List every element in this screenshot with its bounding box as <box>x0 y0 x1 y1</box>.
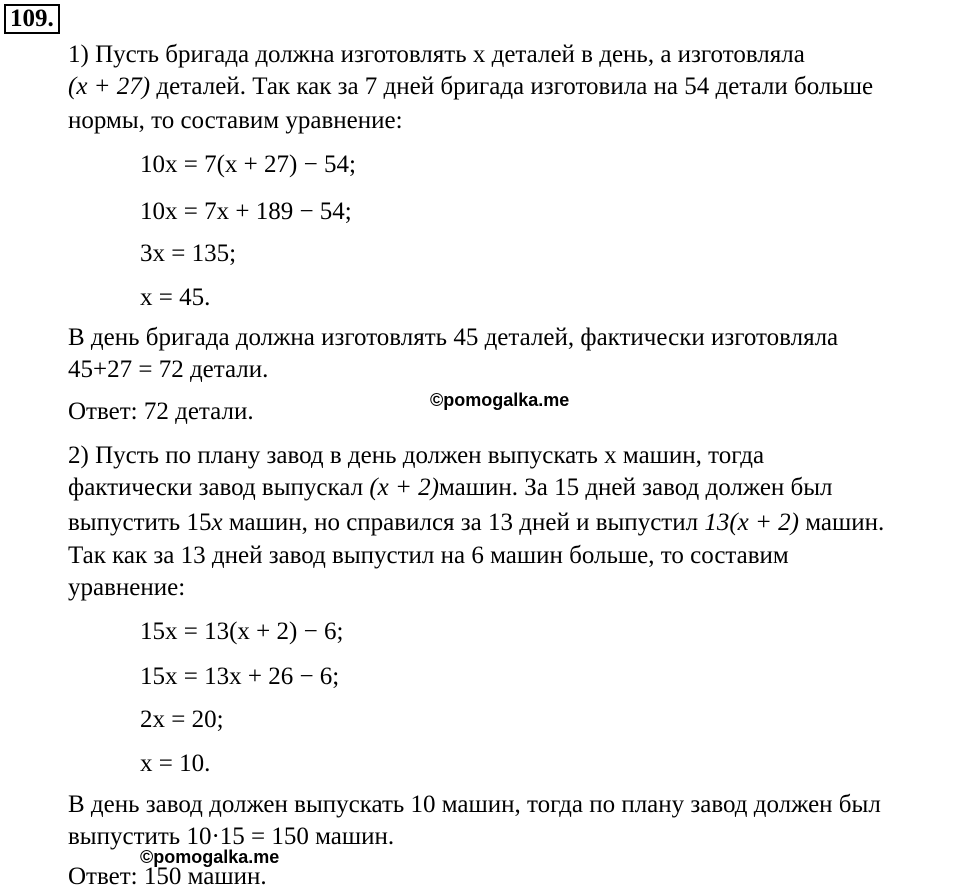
part1-equation: 10x = 7x + 189 − 54; <box>140 198 352 225</box>
part2-line5: уравнение: <box>68 574 186 601</box>
part1-line2-text: деталей. Так как за 7 дней бригада изготовила на 54 детали больше <box>150 73 874 100</box>
part2-line4: Так как за 13 дней завод выпустил на 6 машин больше, то составим <box>68 542 789 569</box>
part2-var: x <box>211 509 223 536</box>
part1-line1: 1) Пусть бригада должна изготовлять х деталей в день, а изготовляла <box>68 41 805 68</box>
part2-line2-text: фактически завод выпускал <box>68 474 370 501</box>
part2-line2 <box>68 473 833 503</box>
part1-line2 <box>68 72 873 102</box>
part1-expr: (x + 27) <box>68 73 151 100</box>
watermark: ©pomogalka.me <box>430 390 570 410</box>
part2-line3-text-mid: машин, но справился за 13 дней и выпустил <box>222 509 705 536</box>
part1-line3: нормы, то составим уравнение: <box>68 107 403 134</box>
part2-expr: (x + 2) <box>369 474 439 501</box>
part2-line3-text-end: машин. <box>798 509 885 536</box>
part2-line1: 2) Пусть по плану завод в день должен выпускать x машин, тогда <box>68 442 765 469</box>
part2-equation: 15x = 13(x + 2) − 6; <box>140 618 344 645</box>
part2-line2-text-end: машин. За 15 дней завод должен был <box>438 474 833 501</box>
part2-result1: В день завод должен выпускать 10 машин, тогда по плану завод должен был <box>68 791 881 818</box>
watermark: ©pomogalka.me <box>140 847 280 867</box>
part1-equation: x = 45. <box>140 284 211 311</box>
part2-equation: 15x = 13x + 26 − 6; <box>140 663 340 690</box>
part1-result2: 45+27 = 72 детали. <box>68 356 269 383</box>
part2-result2: выпустить 10·15 = 150 машин. <box>68 823 395 850</box>
part2-equation: x = 10. <box>140 750 211 777</box>
part2-line3 <box>68 508 884 538</box>
part1-answer: Ответ: 72 детали. <box>68 398 254 425</box>
part1-equation: 3x = 135; <box>140 240 237 267</box>
part2-equation: 2x = 20; <box>140 706 224 733</box>
part2-expr: 13(x + 2) <box>704 509 799 536</box>
problem-number: 109. <box>4 4 60 34</box>
part1-result1: В день бригада должна изготовлять 45 деталей, фактически изготовляла <box>68 324 839 351</box>
part1-equation: 10x = 7(x + 27) − 54; <box>140 151 356 178</box>
part2-line3-text: выпустить 15 <box>68 509 212 536</box>
part2-answer: Ответ: 150 машин. <box>68 863 267 890</box>
